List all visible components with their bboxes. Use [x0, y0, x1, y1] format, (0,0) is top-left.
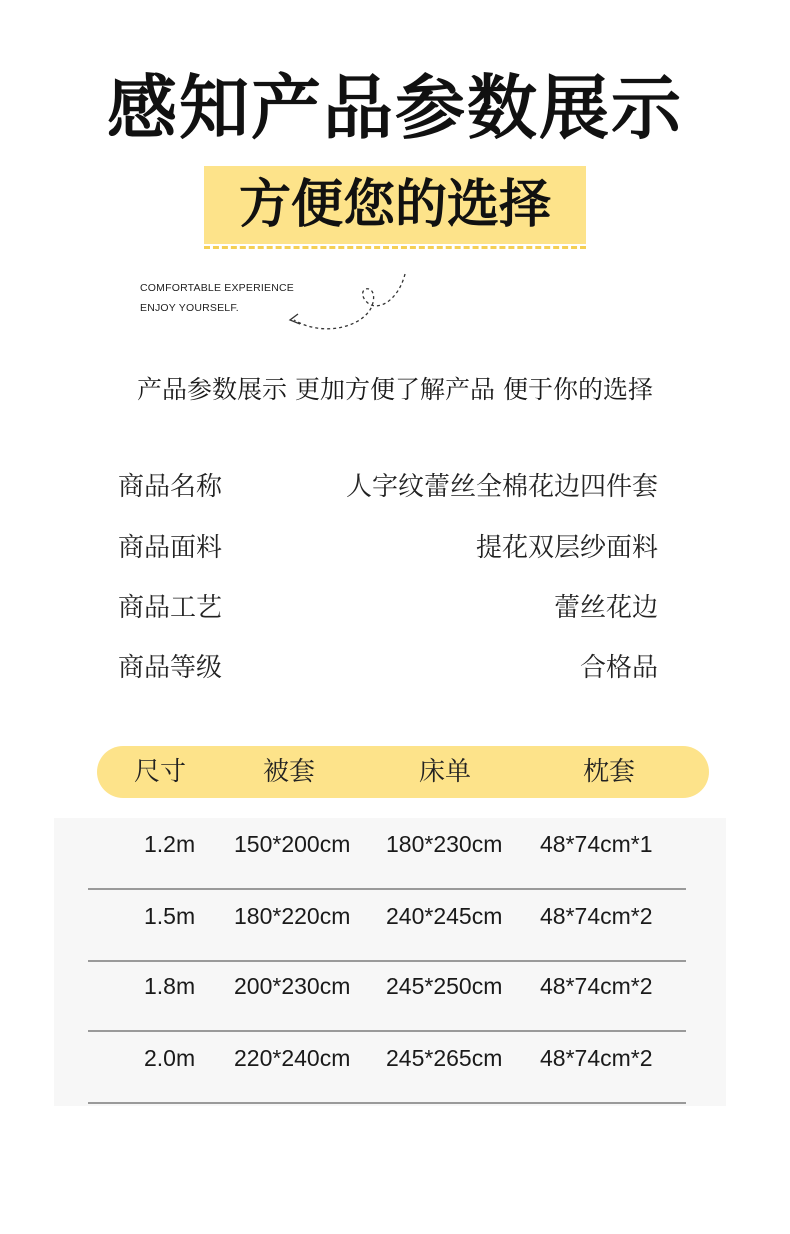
param-label: 商品名称	[118, 472, 223, 502]
header-bed-sheet: 床单	[418, 757, 471, 787]
param-row-craft	[118, 587, 658, 627]
cell-sheet: 240*245cm	[386, 903, 503, 929]
table-row	[88, 958, 686, 1032]
param-row-fabric	[118, 527, 658, 567]
cell-duvet: 220*240cm	[234, 1045, 351, 1071]
param-label: 商品面料	[118, 533, 223, 563]
cell-pillow: 48*74cm*2	[540, 1045, 653, 1071]
cell-size: 2.0m	[144, 1045, 196, 1071]
cell-sheet: 245*265cm	[386, 1045, 503, 1071]
header-size: 尺寸	[133, 757, 186, 787]
cell-duvet: 150*200cm	[234, 831, 351, 857]
param-value: 合格品	[579, 653, 658, 683]
cell-pillow: 48*74cm*2	[540, 903, 653, 929]
cell-duvet: 180*220cm	[234, 903, 351, 929]
param-label: 商品工艺	[118, 593, 223, 623]
page-title: 感知产品参数展示	[107, 67, 683, 149]
param-row-grade	[118, 647, 658, 687]
cell-duvet: 200*230cm	[234, 973, 351, 999]
param-value: 提花双层纱面料	[475, 533, 658, 563]
table-row	[88, 816, 686, 890]
cell-sheet: 180*230cm	[386, 831, 503, 857]
dashed-loop-arrow-icon	[280, 262, 420, 342]
cell-size: 1.2m	[144, 831, 196, 857]
cell-size: 1.8m	[144, 973, 196, 999]
cell-size: 1.5m	[144, 903, 196, 929]
param-value: 人字纹蕾丝全棉花边四件套	[345, 472, 658, 502]
header-duvet-cover: 被套	[262, 757, 315, 787]
subtitle-dashed-underline	[204, 246, 586, 249]
size-table-header	[97, 746, 709, 798]
header-pillowcase: 枕套	[582, 757, 635, 787]
cell-pillow: 48*74cm*1	[540, 831, 653, 857]
english-tagline-1: COMFORTABLE EXPERIENCE	[140, 282, 294, 294]
subtitle: 方便您的选择	[238, 175, 551, 235]
table-row	[88, 888, 686, 962]
cell-pillow: 48*74cm*2	[540, 973, 653, 999]
param-row-name	[118, 466, 658, 506]
param-label: 商品等级	[118, 653, 223, 683]
cell-sheet: 245*250cm	[386, 973, 503, 999]
table-row	[88, 1030, 686, 1104]
intro-text: 产品参数展示 更加方便了解产品 便于你的选择	[137, 375, 653, 404]
english-tagline-2: ENJOY YOURSELF.	[140, 302, 239, 314]
param-value: 蕾丝花边	[553, 593, 658, 623]
